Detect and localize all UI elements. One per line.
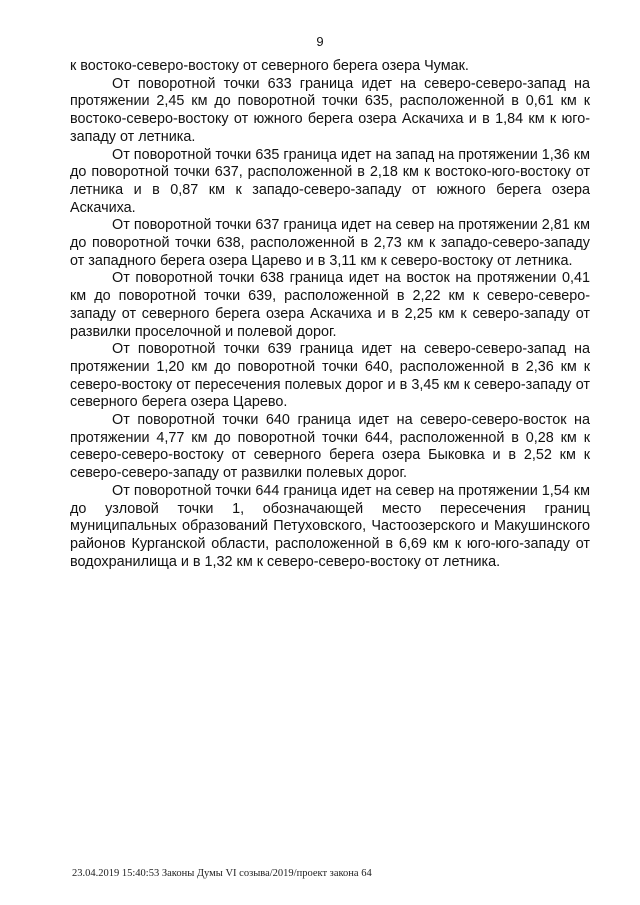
paragraph-point-635: От поворотной точки 635 граница идет на запад на протяжении 1,36 км до поворотной точки 637, расположенной в 2,18 км к востоко-юго-востоку от летника и в 0,87 км к западо-северо-западу от южного берега озера Аскачиха. [70,146,590,216]
paragraph-point-639: От поворотной точки 639 граница идет на северо-северо-запад на протяжении 1,20 км до поворотной точки 640, расположенной в 2,36 км к северо-востоку от пересечения полевых дорог и в 3,45 км к северо-западу от северного берега озера Царево. [70,341,590,411]
paragraph-point-633: От поворотной точки 633 граница идет на северо-северо-запад на протяжении 2,45 км до поворотной точки 635, расположенной в 0,61 км к востоко-северо-востоку от южного берега озера Аскачиха и в 1,84 км к юго-западу от летника. [70,75,590,145]
paragraph-point-637: От поворотной точки 637 граница идет на север на протяжении 2,81 км до поворотной точки 638, расположенной в 2,73 км к западо-северо-западу от западного берега озера Царево и в 3,11 км к северо-востоку от летника. [70,217,590,269]
paragraph-point-640: От поворотной точки 640 граница идет на северо-северо-восток на протяжении 4,77 км до поворотной точки 644, расположенной в 0,28 км к северо-северо-востоку от северного берега озера Быковка и в 2,52 км к северо-северо-западу от развилки полевых дорог. [70,412,590,482]
page-number: 9 [316,34,324,49]
paragraph-point-644: От поворотной точки 644 граница идет на север на протяжении 1,54 км до узловой точки 1, обозначающей место пересечения границ муниципальных образований Петуховского, Частоозерского и Макушинского районов Курганской области, расположенной в 6,69 км к юго-юго-западу от водохранилища и в 1,32 км к северо-северо-востоку от летника. [70,482,590,570]
paragraph-point-638: От поворотной точки 638 граница идет на восток на протяжении 0,41 км до поворотной точки 639, расположенной в 2,22 км к северо-северо-западу от северного берега озера Аскачиха и в 2,25 км к северо-западу от развилки проселочной и полевой дорог. [70,270,590,340]
document-footer: 23.04.2019 15:40:53 Законы Думы VI созыва/2019/проект закона 64 [72,868,372,879]
paragraph-continuation: к востоко-северо-востоку от северного берега озера Чумак. [70,58,469,74]
document-body [70,58,590,571]
